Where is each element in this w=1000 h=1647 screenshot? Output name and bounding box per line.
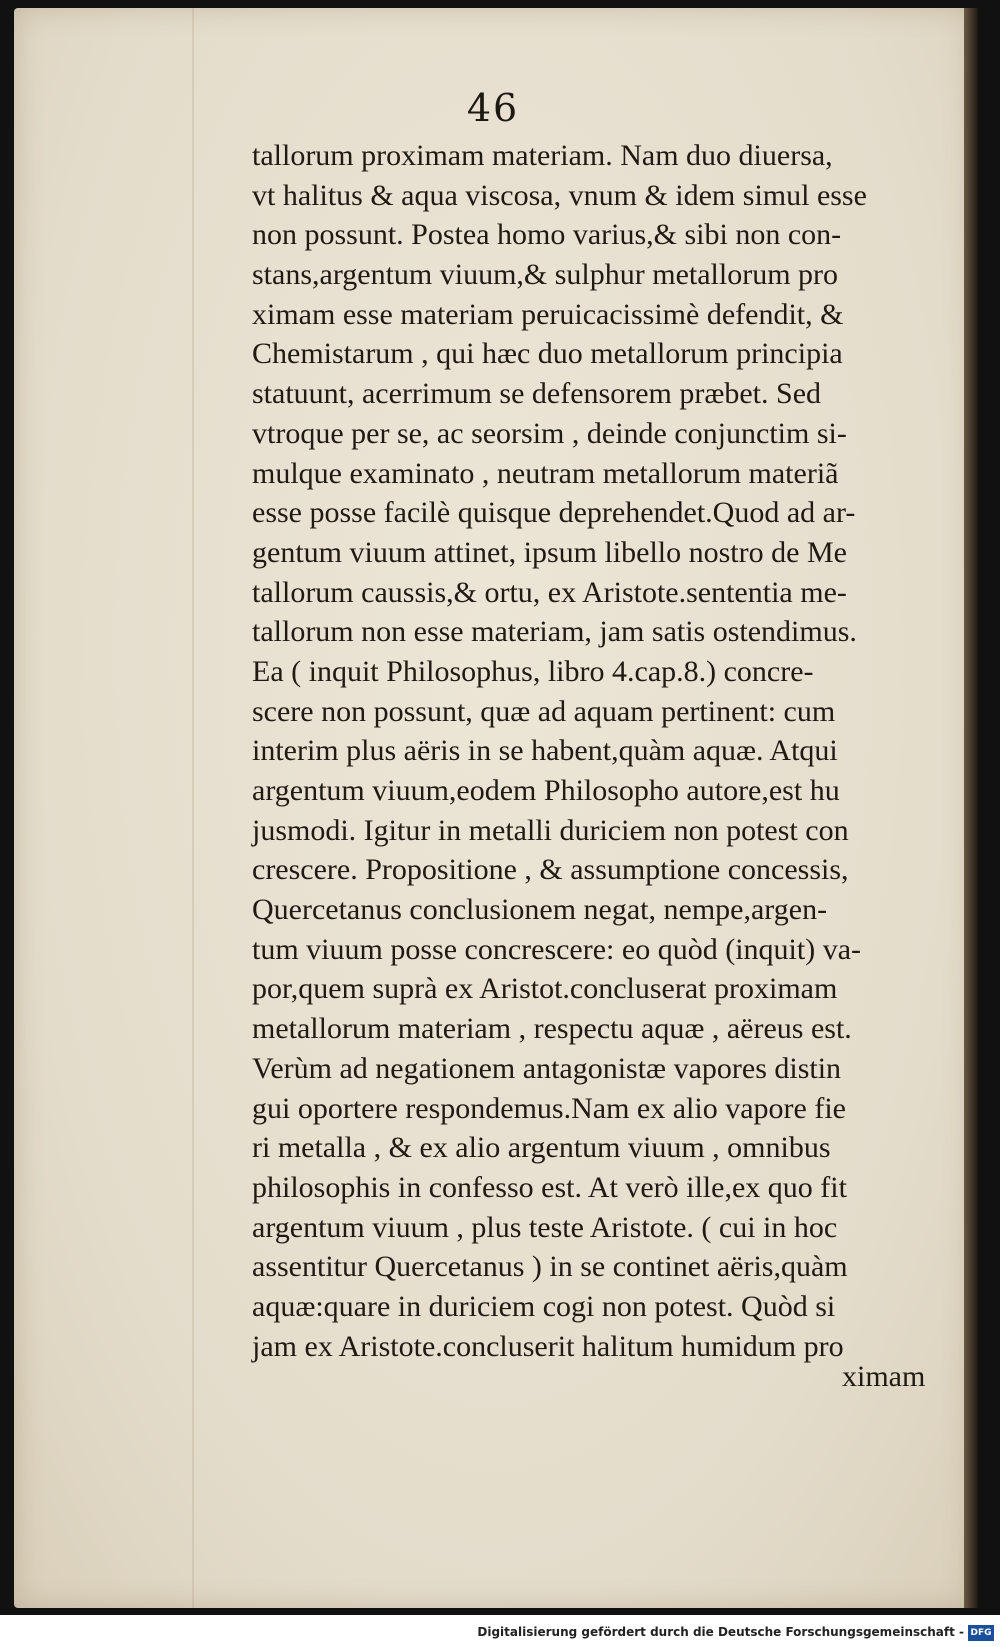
page-edge [964,8,978,1608]
text-line: gentum viuum attinet, ipsum libello nostro de Me [252,535,847,569]
text-line: esse posse facilè quisque deprehendet.Quod ad ar- [252,496,856,530]
text-line: mulque examinato , neutram metallorum materiã [252,456,839,490]
footer-credit: Digitalisierung gefördert durch die Deutsche Forschungsgemeinschaft - [477,1625,964,1639]
text-line: vt halitus & aqua viscosa, vnum & idem simul esse [252,178,867,212]
book-page [14,8,972,1608]
text-line: por,quem suprà ex Aristot.concluserat proximam [252,972,838,1006]
text-line: non possunt. Postea homo varius,& sibi non con- [252,218,842,252]
text-line: tallorum caussis,& ortu, ex Aristote.sententia me- [252,575,847,609]
text-line: crescere. Propositione , & assumptione concessis, [252,853,849,887]
text-line: Verùm ad negationem antagonistæ vapores distin [252,1051,842,1085]
text-line: tallorum non esse materiam, jam satis ostendimus. [252,615,857,649]
text-line: gui oportere respondemus.Nam ex alio vapore fie [252,1091,846,1125]
page-number: 46 [466,86,520,130]
text-line: ximam esse materiam peruicacissimè defendit, & [252,297,844,331]
text-line: tallorum proximam materiam. Nam duo diuersa, [252,139,833,172]
text-line: metallorum materiam , respectu aquæ , aëreus est. [252,1012,852,1046]
catchword: ximam [842,1360,926,1393]
footer-bar [0,1615,1000,1647]
text-line: argentum viuum,eodem Philosopho autore,est hu [252,774,840,807]
text-line: vtroque per se, ac seorsim , deinde conjunctim si- [252,416,847,450]
text-line: tum viuum posse concrescere: eo quòd (inquit) va- [252,932,861,966]
text-line: Quercetanus conclusionem negat, nempe,argen- [252,893,828,927]
text-line: assentitur Quercetanus ) in se continet aëris,quàm [252,1250,848,1284]
dfg-logo: DFG [968,1625,994,1641]
text-block [252,136,942,1366]
text-line: jusmodi. Igitur in metalli duriciem non potest con [252,813,849,847]
text-line: statuunt, acerrimum se defensorem præbet. Sed [252,377,822,411]
text-line: Chemistarum , qui hæc duo metallorum principia [252,337,843,371]
text-line: stans,argentum viuum,& sulphur metallorum pro [252,258,839,292]
text-line: argentum viuum , plus teste Aristote. ( cui in hoc [252,1210,838,1244]
text-line: ri metalla , & ex alio argentum viuum , omnibus [252,1131,831,1165]
text-line: Ea ( inquit Philosophus, libro 4.cap.8.) concre- [252,654,814,688]
text-line: philosophis in confesso est. At verò ille,ex quo fit [252,1170,847,1204]
text-line: jam ex Aristote.concluserit halitum humidum pro [252,1329,844,1363]
page-fold [192,8,194,1608]
text-line: scere non possunt, quæ ad aquam pertinent: cum [252,694,836,728]
text-line: interim plus aëris in se habent,quàm aquæ. Atqui [252,734,838,768]
text-line: aquæ:quare in duriciem cogi non potest. Quòd si [252,1289,836,1323]
